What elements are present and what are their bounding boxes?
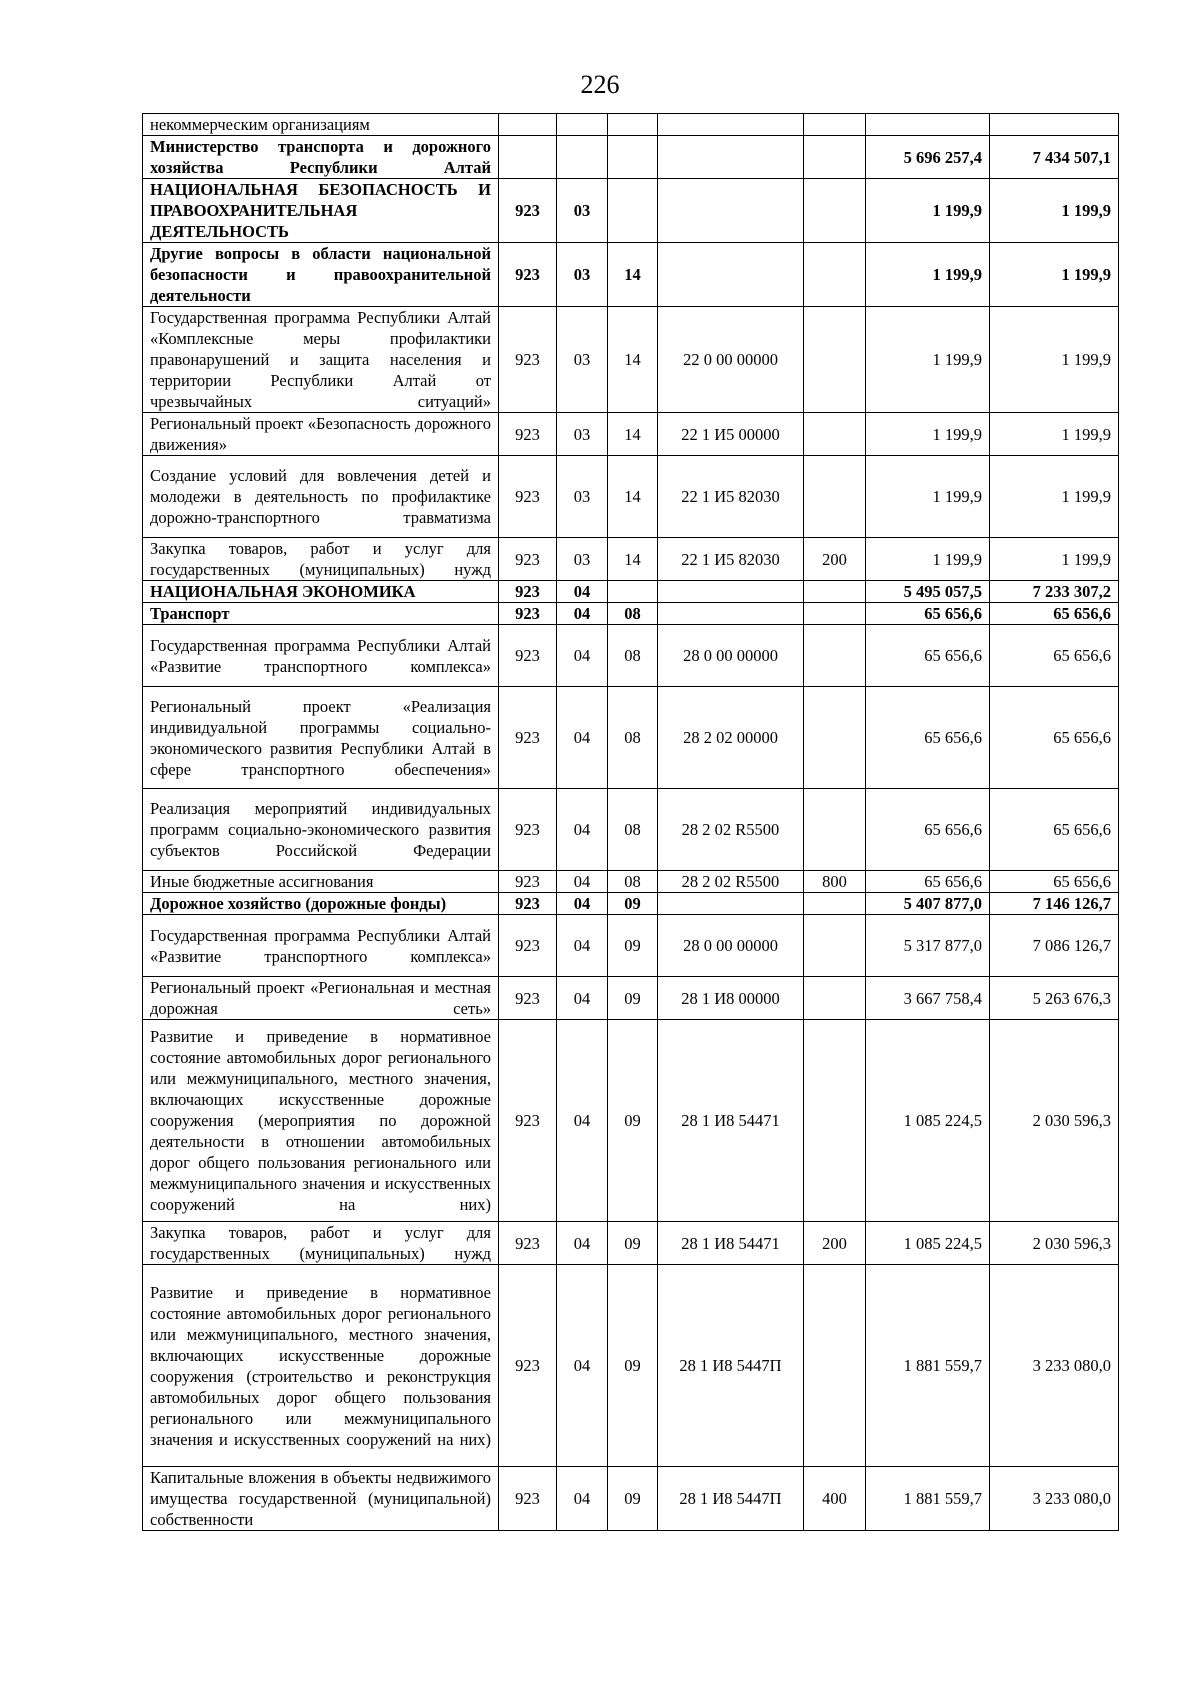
row-ved: 923 xyxy=(499,687,557,789)
row-rz: 03 xyxy=(557,538,608,581)
row-pr xyxy=(608,114,658,136)
row-vr xyxy=(804,581,866,603)
row-vr xyxy=(804,687,866,789)
row-csr: 28 1 И8 54471 xyxy=(658,1222,804,1265)
row-pr: 14 xyxy=(608,243,658,307)
row-ved xyxy=(499,114,557,136)
table-row xyxy=(143,307,1119,413)
table-row xyxy=(143,625,1119,687)
row-sum-2: 2 030 596,3 xyxy=(990,1020,1119,1222)
row-vr xyxy=(804,915,866,977)
row-name: Министерство транспорта и дорожного хозяйства Республики Алтай xyxy=(143,136,499,179)
row-rz xyxy=(557,114,608,136)
row-ved: 923 xyxy=(499,1265,557,1467)
row-sum-2: 3 233 080,0 xyxy=(990,1467,1119,1531)
table-row xyxy=(143,687,1119,789)
table-row xyxy=(143,915,1119,977)
table-row xyxy=(143,538,1119,581)
row-sum-2: 3 233 080,0 xyxy=(990,1265,1119,1467)
row-ved: 923 xyxy=(499,1467,557,1531)
row-csr xyxy=(658,243,804,307)
row-sum-2: 65 656,6 xyxy=(990,871,1119,893)
row-csr xyxy=(658,179,804,243)
row-pr xyxy=(608,179,658,243)
row-ved xyxy=(499,136,557,179)
row-vr xyxy=(804,456,866,538)
row-sum-2: 7 233 307,2 xyxy=(990,581,1119,603)
table-row xyxy=(143,789,1119,871)
row-csr xyxy=(658,581,804,603)
row-rz: 04 xyxy=(557,915,608,977)
row-name: Закупка товаров, работ и услуг для государственных (муниципальных) нужд xyxy=(143,1222,499,1265)
row-pr: 08 xyxy=(608,789,658,871)
budget-table xyxy=(142,113,1119,1531)
row-name: Развитие и приведение в нормативное состояние автомобильных дорог регионального или межмуниципального, местного значения, включающих искусственные дорожные сооружения (строительство и реконструкция автомобильных дорог общего пользования регионального или межмуниципального значения и искусственных сооружений на них) xyxy=(143,1265,499,1467)
row-pr: 08 xyxy=(608,603,658,625)
row-pr: 09 xyxy=(608,1020,658,1222)
row-sum-2: 1 199,9 xyxy=(990,243,1119,307)
table-row xyxy=(143,114,1119,136)
row-ved: 923 xyxy=(499,603,557,625)
row-sum-2: 1 199,9 xyxy=(990,456,1119,538)
row-sum-1: 65 656,6 xyxy=(866,603,990,625)
row-rz: 03 xyxy=(557,456,608,538)
table-row xyxy=(143,456,1119,538)
row-sum-2: 1 199,9 xyxy=(990,413,1119,456)
table-row xyxy=(143,871,1119,893)
row-pr: 14 xyxy=(608,538,658,581)
row-name: Региональный проект «Реализация индивидуальной программы социально-экономического развития Республики Алтай в сфере транспортного обеспечения» xyxy=(143,687,499,789)
row-sum-2: 2 030 596,3 xyxy=(990,1222,1119,1265)
row-vr xyxy=(804,114,866,136)
row-csr xyxy=(658,603,804,625)
row-rz: 03 xyxy=(557,307,608,413)
row-rz: 04 xyxy=(557,789,608,871)
row-pr: 09 xyxy=(608,1265,658,1467)
row-name: Иные бюджетные ассигнования xyxy=(143,871,499,893)
row-sum-1: 3 667 758,4 xyxy=(866,977,990,1020)
row-name: некоммерческим организациям xyxy=(143,114,499,136)
row-pr: 09 xyxy=(608,915,658,977)
row-ved: 923 xyxy=(499,538,557,581)
row-csr: 28 2 02 R5500 xyxy=(658,871,804,893)
table-row xyxy=(143,1467,1119,1531)
row-rz: 04 xyxy=(557,977,608,1020)
table-row xyxy=(143,179,1119,243)
row-vr xyxy=(804,1265,866,1467)
row-pr: 14 xyxy=(608,307,658,413)
row-ved: 923 xyxy=(499,871,557,893)
row-sum-2 xyxy=(990,114,1119,136)
row-sum-2: 65 656,6 xyxy=(990,789,1119,871)
row-sum-1: 1 199,9 xyxy=(866,413,990,456)
table-row xyxy=(143,243,1119,307)
row-vr: 800 xyxy=(804,871,866,893)
row-csr xyxy=(658,114,804,136)
row-sum-2: 5 263 676,3 xyxy=(990,977,1119,1020)
row-sum-1: 65 656,6 xyxy=(866,871,990,893)
row-csr xyxy=(658,136,804,179)
row-vr xyxy=(804,413,866,456)
table-row xyxy=(143,581,1119,603)
row-rz: 03 xyxy=(557,179,608,243)
row-name: НАЦИОНАЛЬНАЯ ЭКОНОМИКА xyxy=(143,581,499,603)
row-vr xyxy=(804,603,866,625)
row-sum-2: 65 656,6 xyxy=(990,603,1119,625)
row-csr: 28 1 И8 00000 xyxy=(658,977,804,1020)
row-name: Закупка товаров, работ и услуг для государственных (муниципальных) нужд xyxy=(143,538,499,581)
row-ved: 923 xyxy=(499,1020,557,1222)
row-ved: 923 xyxy=(499,307,557,413)
row-ved: 923 xyxy=(499,625,557,687)
row-rz: 04 xyxy=(557,1467,608,1531)
row-csr: 22 0 00 00000 xyxy=(658,307,804,413)
row-pr: 08 xyxy=(608,687,658,789)
row-vr xyxy=(804,893,866,915)
row-csr: 28 2 02 R5500 xyxy=(658,789,804,871)
row-pr xyxy=(608,581,658,603)
budget-table-body xyxy=(143,114,1119,1531)
row-sum-1 xyxy=(866,114,990,136)
row-rz: 04 xyxy=(557,871,608,893)
row-csr: 28 1 И8 5447П xyxy=(658,1467,804,1531)
row-pr: 09 xyxy=(608,893,658,915)
row-ved: 923 xyxy=(499,243,557,307)
row-sum-1: 1 881 559,7 xyxy=(866,1265,990,1467)
row-sum-1: 1 199,9 xyxy=(866,179,990,243)
row-sum-2: 1 199,9 xyxy=(990,179,1119,243)
row-ved: 923 xyxy=(499,789,557,871)
row-vr: 200 xyxy=(804,538,866,581)
row-name: Развитие и приведение в нормативное состояние автомобильных дорог регионального или межмуниципального, местного значения, включающих искусственные дорожные сооружения (мероприятия по дорожной деятельности в отношении автомобильных дорог общего пользования регионального или межмуниципального значения и искусственных сооружений на них) xyxy=(143,1020,499,1222)
row-ved: 923 xyxy=(499,456,557,538)
row-sum-1: 1 199,9 xyxy=(866,243,990,307)
row-csr: 28 0 00 00000 xyxy=(658,625,804,687)
row-name: Дорожное хозяйство (дорожные фонды) xyxy=(143,893,499,915)
row-rz: 03 xyxy=(557,243,608,307)
row-pr: 09 xyxy=(608,977,658,1020)
row-name: Региональный проект «Региональная и местная дорожная сеть» xyxy=(143,977,499,1020)
row-ved: 923 xyxy=(499,179,557,243)
table-row xyxy=(143,977,1119,1020)
row-pr xyxy=(608,136,658,179)
row-sum-2: 7 434 507,1 xyxy=(990,136,1119,179)
page-number: 226 xyxy=(580,70,620,99)
row-rz xyxy=(557,136,608,179)
row-pr: 08 xyxy=(608,625,658,687)
table-row xyxy=(143,893,1119,915)
row-sum-2: 1 199,9 xyxy=(990,307,1119,413)
row-name: Создание условий для вовлечения детей и молодежи в деятельность по профилактике дорожно-транспортного травматизма xyxy=(143,456,499,538)
row-vr xyxy=(804,243,866,307)
row-vr xyxy=(804,179,866,243)
row-vr: 200 xyxy=(804,1222,866,1265)
row-name: Реализация мероприятий индивидуальных программ социально-экономического развития субъектов Российской Федерации xyxy=(143,789,499,871)
row-vr: 400 xyxy=(804,1467,866,1531)
row-sum-1: 5 696 257,4 xyxy=(866,136,990,179)
row-sum-2: 7 086 126,7 xyxy=(990,915,1119,977)
row-rz: 04 xyxy=(557,1020,608,1222)
row-pr: 09 xyxy=(608,1222,658,1265)
row-sum-2: 65 656,6 xyxy=(990,625,1119,687)
row-csr: 22 1 И5 82030 xyxy=(658,538,804,581)
row-sum-2: 65 656,6 xyxy=(990,687,1119,789)
table-row xyxy=(143,1020,1119,1222)
row-sum-1: 1 199,9 xyxy=(866,456,990,538)
row-sum-1: 65 656,6 xyxy=(866,625,990,687)
row-sum-1: 1 199,9 xyxy=(866,538,990,581)
table-row xyxy=(143,1222,1119,1265)
table-row xyxy=(143,1265,1119,1467)
row-vr xyxy=(804,1020,866,1222)
row-ved: 923 xyxy=(499,893,557,915)
row-sum-1: 65 656,6 xyxy=(866,789,990,871)
row-ved: 923 xyxy=(499,581,557,603)
row-name: Региональный проект «Безопасность дорожного движения» xyxy=(143,413,499,456)
row-sum-1: 5 317 877,0 xyxy=(866,915,990,977)
row-pr: 08 xyxy=(608,871,658,893)
row-ved: 923 xyxy=(499,1222,557,1265)
row-rz: 04 xyxy=(557,893,608,915)
row-pr: 09 xyxy=(608,1467,658,1531)
row-rz: 04 xyxy=(557,1222,608,1265)
row-sum-1: 1 881 559,7 xyxy=(866,1467,990,1531)
row-vr xyxy=(804,789,866,871)
row-sum-2: 7 146 126,7 xyxy=(990,893,1119,915)
row-csr: 28 1 И8 5447П xyxy=(658,1265,804,1467)
row-sum-1: 5 407 877,0 xyxy=(866,893,990,915)
row-vr xyxy=(804,977,866,1020)
row-sum-1: 65 656,6 xyxy=(866,687,990,789)
table-row xyxy=(143,413,1119,456)
row-name: Государственная программа Республики Алтай «Комплексные меры профилактики правонарушений и защита населения и территории Республики Алтай от чрезвычайных ситуаций» xyxy=(143,307,499,413)
row-vr xyxy=(804,307,866,413)
row-ved: 923 xyxy=(499,977,557,1020)
row-vr xyxy=(804,136,866,179)
row-rz: 03 xyxy=(557,413,608,456)
row-ved: 923 xyxy=(499,413,557,456)
row-csr: 28 2 02 00000 xyxy=(658,687,804,789)
row-pr: 14 xyxy=(608,456,658,538)
row-vr xyxy=(804,625,866,687)
row-name: Государственная программа Республики Алтай «Развитие транспортного комплекса» xyxy=(143,915,499,977)
row-rz: 04 xyxy=(557,1265,608,1467)
row-rz: 04 xyxy=(557,625,608,687)
row-name: Капитальные вложения в объекты недвижимого имущества государственной (муниципальной) собственности xyxy=(143,1467,499,1531)
row-csr: 28 0 00 00000 xyxy=(658,915,804,977)
row-pr: 14 xyxy=(608,413,658,456)
row-name: Государственная программа Республики Алтай «Развитие транспортного комплекса» xyxy=(143,625,499,687)
row-csr: 22 1 И5 82030 xyxy=(658,456,804,538)
row-sum-1: 1 199,9 xyxy=(866,307,990,413)
table-row xyxy=(143,603,1119,625)
row-rz: 04 xyxy=(557,687,608,789)
row-rz: 04 xyxy=(557,603,608,625)
row-csr: 22 1 И5 00000 xyxy=(658,413,804,456)
row-name: НАЦИОНАЛЬНАЯ БЕЗОПАСНОСТЬ И ПРАВООХРАНИТЕЛЬНАЯ ДЕЯТЕЛЬНОСТЬ xyxy=(143,179,499,243)
row-sum-1: 1 085 224,5 xyxy=(866,1020,990,1222)
row-name: Транспорт xyxy=(143,603,499,625)
row-sum-2: 1 199,9 xyxy=(990,538,1119,581)
row-name: Другие вопросы в области национальной безопасности и правоохранительной деятельности xyxy=(143,243,499,307)
row-sum-1: 1 085 224,5 xyxy=(866,1222,990,1265)
row-csr: 28 1 И8 54471 xyxy=(658,1020,804,1222)
row-rz: 04 xyxy=(557,581,608,603)
row-sum-1: 5 495 057,5 xyxy=(866,581,990,603)
table-row xyxy=(143,136,1119,179)
row-ved: 923 xyxy=(499,915,557,977)
row-csr xyxy=(658,893,804,915)
